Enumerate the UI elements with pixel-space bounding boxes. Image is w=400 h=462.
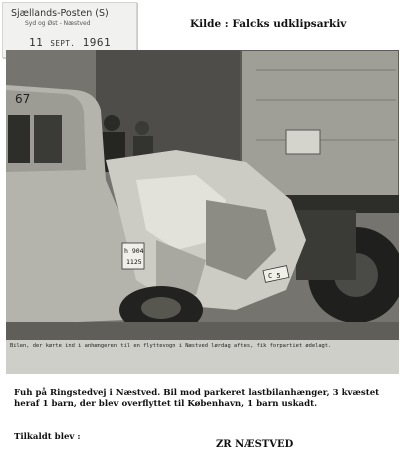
newspaper-clipping xyxy=(6,50,399,374)
newspaper-name: Sjællands-Posten (S) xyxy=(11,8,109,19)
photo-caption: Bilen, der kørte ind i anhængeren til en flyttevogn i Næstved lørdag aftes, fik forpartiet ødelagt. xyxy=(10,343,332,349)
stamp-date xyxy=(29,36,111,49)
responding-unit: ZR NÆSTVED xyxy=(216,439,294,450)
truck-number-label: 67 xyxy=(15,92,31,106)
incident-description: Fuh på Ringstedvej i Næstved. Bil mod parkeret lastbilanhænger, 3 kvæstet heraf 1 barn, der blev overflyttet til København, 1 barn uskadt. xyxy=(14,388,380,409)
accident-photo xyxy=(6,50,399,340)
called-label: Tilkaldt blev : xyxy=(14,432,81,442)
stamp-date-month: SEPT. xyxy=(50,39,76,48)
license-plate-line-1: h 904 xyxy=(124,247,144,255)
license-plate-line-2: 1125 xyxy=(126,258,142,266)
front-license-plate: C 5 xyxy=(268,272,281,280)
newspaper-region: Syd og Øst - Næstved xyxy=(25,20,91,27)
stamp-date-day: 11 xyxy=(29,36,44,49)
source-label: Kilde : Falcks udklipsarkiv xyxy=(190,18,347,30)
accident-photo-illustration xyxy=(6,50,399,340)
stamp-date-year: 1961 xyxy=(82,36,112,49)
